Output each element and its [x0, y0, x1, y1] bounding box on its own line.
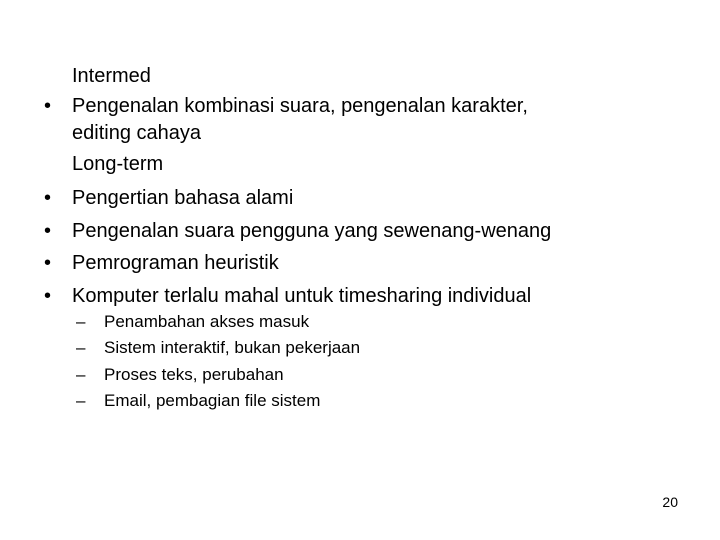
list-item-text: Pengenalan kombinasi suara, pengenalan karakter,: [72, 95, 528, 117]
dash-icon: –: [76, 338, 86, 357]
bullet-icon: •: [44, 95, 52, 117]
bullet-icon: •: [44, 285, 52, 307]
page-number: 20: [662, 494, 678, 510]
sub-list-item-text: Email, pembagian file sistem: [104, 391, 321, 410]
sub-list-item-text: Penambahan akses masuk: [104, 312, 310, 331]
bullet-icon: •: [44, 220, 52, 242]
list-item-text-continued: editing cahaya: [72, 122, 201, 144]
list-item-text: Pengenalan suara pengguna yang sewenang-wenang: [72, 220, 552, 242]
list-item-text: Pemrograman heuristik: [72, 252, 279, 274]
dash-icon: –: [76, 365, 86, 384]
dash-icon: –: [76, 312, 86, 331]
section-heading-longterm: Long-term: [72, 153, 164, 175]
bullet-icon: •: [44, 187, 52, 209]
bullet-icon: •: [44, 252, 52, 274]
dash-icon: –: [76, 391, 86, 410]
sub-list-item-text: Sistem interaktif, bukan pekerjaan: [104, 338, 361, 357]
list-item-text: Pengertian bahasa alami: [72, 187, 294, 209]
list-item-text: Komputer terlalu mahal untuk timesharing individual: [72, 285, 532, 307]
section-heading-intermed: Intermed: [72, 65, 151, 87]
sub-list-item-text: Proses teks, perubahan: [104, 365, 284, 384]
